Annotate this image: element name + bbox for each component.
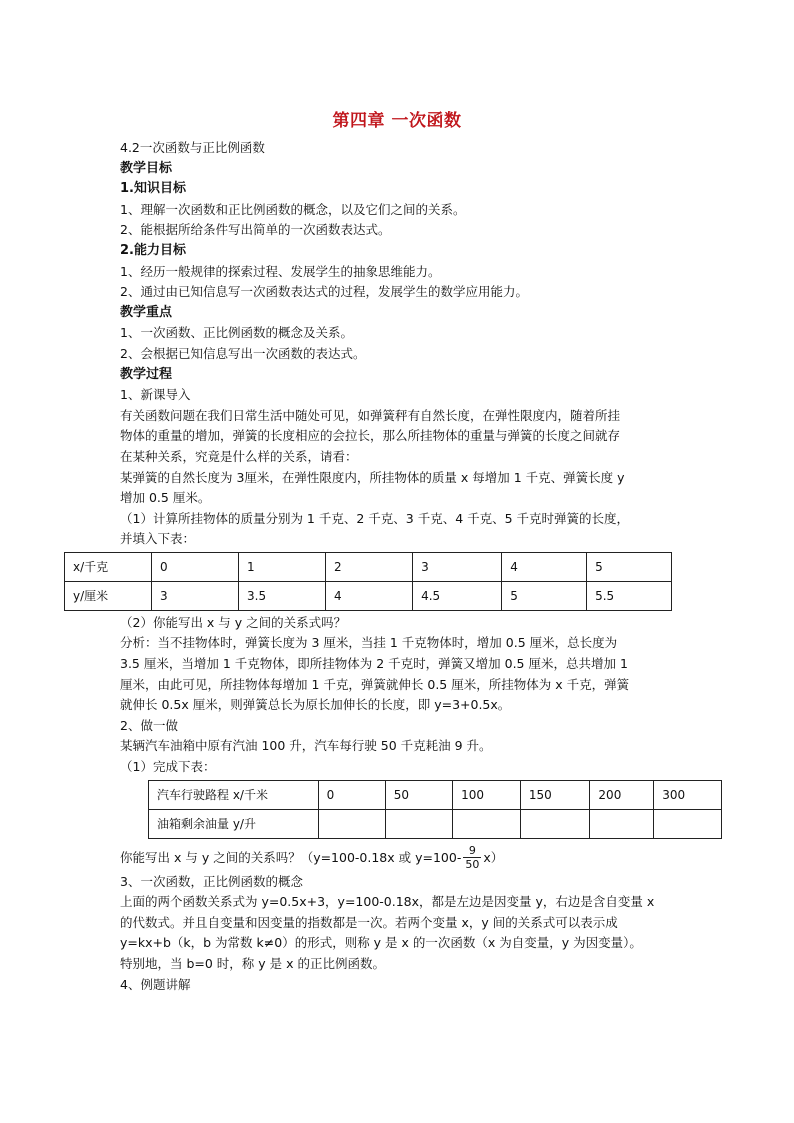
table-cell: 200 — [590, 780, 654, 809]
focus-item: 1、一次函数、正比例函数的概念及关系。 — [120, 325, 353, 341]
knowledge-item: 2、能根据所给条件写出简单的一次函数表达式。 — [120, 222, 391, 238]
table-cell: 0 — [318, 780, 385, 809]
table-row — [149, 780, 722, 809]
do-question-1: （1）完成下表： — [120, 759, 216, 775]
focus-item: 2、会根据已知信息写出一次函数的表达式。 — [120, 345, 366, 361]
do-text: 某辆汽车油箱中原有汽油 100 升，汽车每行驶 50 千克耗油 9 升。 — [120, 738, 492, 754]
spring-table — [64, 552, 672, 611]
table-cell: 3 — [413, 552, 502, 581]
do-heading: 2、做一做 — [120, 717, 178, 733]
table-cell: 汽车行驶路程 x/千米 — [149, 780, 319, 809]
knowledge-item: 1、理解一次函数和正比例函数的概念，以及它们之间的关系。 — [120, 201, 466, 217]
question-3-tail: x） — [483, 849, 504, 865]
analysis-line: 3.5 厘米，当增加 1 千克物体，即所挂物体为 2 千克时，弹簧又增加 0.5 厘米，总共增加 1 — [120, 656, 628, 672]
heading-goals: 教学目标 — [120, 160, 173, 176]
table-row — [149, 809, 722, 838]
table-cell: 4.5 — [413, 581, 502, 610]
table-cell: 5 — [587, 552, 672, 581]
question-2: （2）你能写出 x 与 y 之间的关系式吗？ — [120, 614, 347, 630]
intro-heading: 1、新课导入 — [120, 387, 191, 403]
intro-line: 物体的重量的增加，弹簧的长度相应的会拉长，那么所挂物体的重量与弹簧的长度之间就存 — [120, 428, 621, 444]
question-3-text: 你能写出 x 与 y 之间的关系吗？（y=100-0.18x 或 y=100- — [120, 849, 462, 865]
table-cell — [385, 809, 452, 838]
analysis-line: 分析：当不挂物体时，弹簧长度为 3 厘米，当挂 1 千克物体时，增加 0.5 厘米，总长度为 — [120, 635, 618, 651]
table-cell: 4 — [502, 552, 587, 581]
intro-line: 并填入下表： — [120, 531, 196, 547]
heading-process: 教学过程 — [120, 366, 173, 382]
fuel-table — [148, 780, 722, 839]
intro-line: 增加 0.5 厘米。 — [120, 490, 211, 506]
table-cell — [520, 809, 590, 838]
table-cell: 150 — [520, 780, 590, 809]
heading-focus: 教学重点 — [120, 304, 173, 320]
table-cell: 100 — [453, 780, 521, 809]
table-cell: 5.5 — [587, 581, 672, 610]
ability-item: 1、经历一般规律的探索过程、发展学生的抽象思维能力。 — [120, 263, 441, 279]
table-cell: 50 — [385, 780, 452, 809]
intro-line: 某弹簧的自然长度为 3厘米，在弹性限度内，所挂物体的质量 x 每增加 1 千克、弹簧长度 y — [120, 469, 625, 485]
table-cell — [654, 809, 722, 838]
concept-heading: 3、一次函数，正比例函数的概念 — [120, 873, 303, 889]
table-cell: y/厘米 — [65, 581, 152, 610]
fraction-numerator: 9 — [468, 843, 476, 857]
fraction — [463, 844, 481, 871]
table-cell — [453, 809, 521, 838]
table-row — [65, 552, 672, 581]
table-cell: 300 — [654, 780, 722, 809]
table-cell: 1 — [239, 552, 326, 581]
concept-line: 上面的两个函数关系式为 y=0.5x+3，y=100-0.18x，都是左边是因变量 y，右边是含自变量 x — [120, 894, 655, 910]
chapter-title: 第四章 一次函数 — [332, 111, 462, 131]
table-cell — [590, 809, 654, 838]
fraction-denominator: 50 — [465, 857, 480, 871]
question-3 — [120, 845, 680, 872]
intro-line: 有关函数问题在我们日常生活中随处可见，如弹簧秤有自然长度，在弹性限度内，随着所挂 — [120, 407, 621, 423]
table-cell — [318, 809, 385, 838]
heading-ability-goals: 2.能力目标 — [120, 242, 186, 258]
intro-line: 在某种关系，究竟是什么样的关系，请看： — [120, 448, 358, 464]
concept-line: y=kx+b（k，b 为常数 k≠0）的形式，则称 y 是 x 的一次函数（x 为自变量，y 为因变量）。 — [120, 935, 642, 951]
intro-line: （1）计算所挂物体的质量分别为 1 千克、2 千克、3 千克、4 千克、5 千克时弹簧的长度， — [120, 510, 630, 526]
example-heading: 4、例题讲解 — [120, 976, 191, 992]
ability-item: 2、通过由已知信息写一次函数表达式的过程，发展学生的数学应用能力。 — [120, 284, 528, 300]
table-cell: 0 — [152, 552, 239, 581]
table-row — [65, 581, 672, 610]
concept-line: 特别地，当 b=0 时，称 y 是 x 的正比例函数。 — [120, 956, 385, 971]
section-heading: 4.2一次函数与正比例函数 — [120, 140, 265, 155]
document-body — [73, 138, 686, 995]
table-cell: x/千克 — [65, 552, 152, 581]
table-cell: 3 — [152, 581, 239, 610]
table-cell: 3.5 — [239, 581, 326, 610]
heading-knowledge-goals: 1.知识目标 — [120, 181, 186, 197]
table-cell: 2 — [326, 552, 413, 581]
analysis-line: 厘米，由此可见，所挂物体每增加 1 千克，弹簧就伸长 0.5 厘米，所挂物体为 x 千克，弹簧 — [120, 676, 630, 692]
analysis-line: 就伸长 0.5x 厘米，则弹簧总长为原长加伸长的长度，即 y=3+0.5x。 — [120, 697, 511, 713]
table-cell: 4 — [326, 581, 413, 610]
table-cell: 油箱剩余油量 y/升 — [149, 809, 319, 838]
table-cell: 5 — [502, 581, 587, 610]
concept-line: 的代数式。并且自变量和因变量的指数都是一次。若两个变量 x，y 间的关系式可以表示成 — [120, 914, 618, 930]
